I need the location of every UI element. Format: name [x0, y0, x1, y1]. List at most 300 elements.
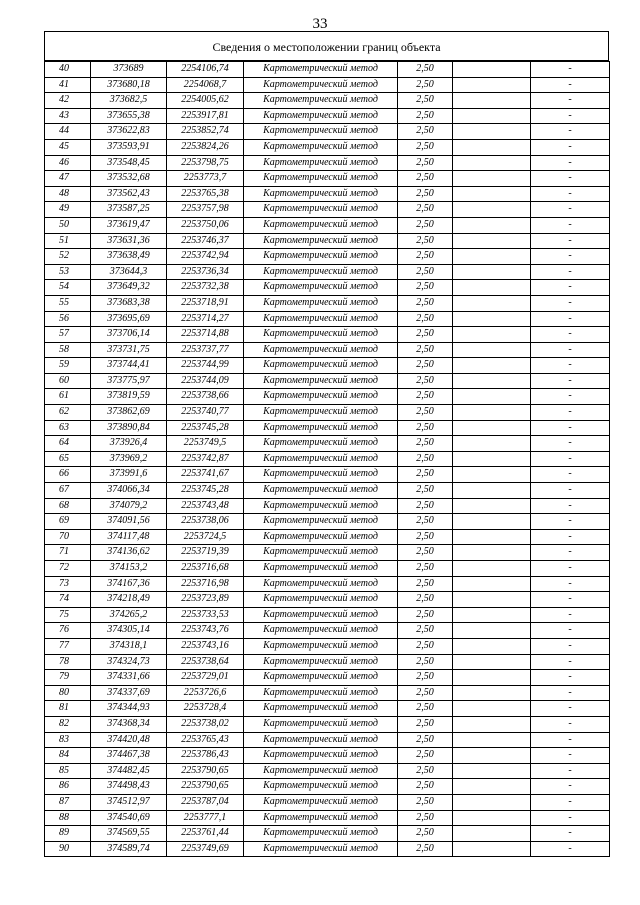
cell-accuracy: 2,50: [398, 529, 453, 545]
cell-description: [453, 155, 531, 171]
table-row: [45, 233, 610, 249]
cell-coord-y: 2253749,69: [167, 841, 244, 857]
cell-method: Картометрический метод: [244, 311, 398, 327]
cell-point-number: 42: [45, 93, 91, 109]
table-row: [45, 654, 610, 670]
cell-point-number: 49: [45, 202, 91, 218]
cell-accuracy: 2,50: [398, 420, 453, 436]
table-row: [45, 794, 610, 810]
cell-note: -: [531, 826, 610, 842]
cell-point-number: 50: [45, 217, 91, 233]
cell-method: Картометрический метод: [244, 701, 398, 717]
cell-coord-y: 2253732,38: [167, 280, 244, 296]
cell-point-number: 63: [45, 420, 91, 436]
cell-coord-y: 2253718,91: [167, 295, 244, 311]
cell-description: [453, 498, 531, 514]
table-row: [45, 561, 610, 577]
cell-note: -: [531, 233, 610, 249]
cell-description: [453, 358, 531, 374]
cell-point-number: 43: [45, 108, 91, 124]
cell-accuracy: 2,50: [398, 701, 453, 717]
cell-coord-x: 373731,75: [91, 342, 167, 358]
cell-method: Картометрический метод: [244, 685, 398, 701]
cell-description: [453, 264, 531, 280]
cell-method: Картометрический метод: [244, 654, 398, 670]
cell-description: [453, 327, 531, 343]
cell-coord-x: 374420,48: [91, 732, 167, 748]
cell-description: [453, 654, 531, 670]
cell-coord-y: 2253726,6: [167, 685, 244, 701]
cell-point-number: 69: [45, 514, 91, 530]
table-row: [45, 202, 610, 218]
table-row: [45, 841, 610, 857]
cell-coord-x: 373819,59: [91, 389, 167, 405]
cell-method: Картометрический метод: [244, 62, 398, 78]
cell-point-number: 70: [45, 529, 91, 545]
cell-point-number: 86: [45, 779, 91, 795]
table-row: [45, 685, 610, 701]
cell-coord-y: 2253714,88: [167, 327, 244, 343]
table-row: [45, 638, 610, 654]
cell-accuracy: 2,50: [398, 62, 453, 78]
cell-method: Картометрический метод: [244, 389, 398, 405]
table-row: [45, 342, 610, 358]
cell-accuracy: 2,50: [398, 576, 453, 592]
table-row: [45, 389, 610, 405]
cell-coord-x: 373562,43: [91, 186, 167, 202]
cell-description: [453, 763, 531, 779]
cell-method: Картометрический метод: [244, 810, 398, 826]
table-row: [45, 732, 610, 748]
cell-point-number: 76: [45, 623, 91, 639]
cell-description: [453, 670, 531, 686]
cell-coord-x: 374305,14: [91, 623, 167, 639]
cell-coord-y: 2253786,43: [167, 748, 244, 764]
cell-accuracy: 2,50: [398, 327, 453, 343]
cell-note: -: [531, 249, 610, 265]
cell-coord-y: 2253733,53: [167, 607, 244, 623]
cell-coord-y: 2253750,06: [167, 217, 244, 233]
cell-accuracy: 2,50: [398, 77, 453, 93]
cell-coord-y: 2253728,4: [167, 701, 244, 717]
cell-coord-x: 373655,38: [91, 108, 167, 124]
cell-note: -: [531, 794, 610, 810]
cell-coord-y: 2253714,27: [167, 311, 244, 327]
cell-coord-x: 374066,34: [91, 483, 167, 499]
table-row: [45, 810, 610, 826]
cell-description: [453, 592, 531, 608]
table-row: [45, 171, 610, 187]
table-row: [45, 670, 610, 686]
cell-accuracy: 2,50: [398, 654, 453, 670]
cell-point-number: 46: [45, 155, 91, 171]
table-row: [45, 93, 610, 109]
cell-coord-x: 374324,73: [91, 654, 167, 670]
cell-coord-y: 2253738,66: [167, 389, 244, 405]
cell-description: [453, 748, 531, 764]
cell-point-number: 40: [45, 62, 91, 78]
cell-point-number: 57: [45, 327, 91, 343]
cell-description: [453, 545, 531, 561]
cell-description: [453, 701, 531, 717]
cell-note: -: [531, 358, 610, 374]
cell-coord-x: 373682,5: [91, 93, 167, 109]
cell-description: [453, 420, 531, 436]
cell-description: [453, 295, 531, 311]
cell-method: Картометрический метод: [244, 249, 398, 265]
cell-description: [453, 249, 531, 265]
cell-accuracy: 2,50: [398, 638, 453, 654]
cell-method: Картометрический метод: [244, 327, 398, 343]
cell-method: Картометрический метод: [244, 233, 398, 249]
cell-coord-y: 2253773,7: [167, 171, 244, 187]
cell-coord-y: 2253716,98: [167, 576, 244, 592]
cell-accuracy: 2,50: [398, 342, 453, 358]
cell-accuracy: 2,50: [398, 186, 453, 202]
cell-point-number: 67: [45, 483, 91, 499]
cell-coord-x: 374136,62: [91, 545, 167, 561]
cell-coord-x: 374512,97: [91, 794, 167, 810]
table-row: [45, 280, 610, 296]
cell-method: Картометрический метод: [244, 451, 398, 467]
cell-accuracy: 2,50: [398, 373, 453, 389]
cell-coord-x: 374540,69: [91, 810, 167, 826]
cell-note: -: [531, 810, 610, 826]
cell-point-number: 82: [45, 716, 91, 732]
cell-note: -: [531, 732, 610, 748]
cell-point-number: 65: [45, 451, 91, 467]
cell-description: [453, 483, 531, 499]
cell-note: -: [531, 155, 610, 171]
cell-note: -: [531, 139, 610, 155]
cell-coord-y: 2253765,38: [167, 186, 244, 202]
cell-coord-y: 2253790,65: [167, 779, 244, 795]
cell-note: -: [531, 763, 610, 779]
table-header-title: Сведения о местоположении границ объекта: [44, 31, 609, 61]
table-row: [45, 529, 610, 545]
cell-accuracy: 2,50: [398, 155, 453, 171]
cell-description: [453, 405, 531, 421]
cell-point-number: 41: [45, 77, 91, 93]
cell-note: -: [531, 124, 610, 140]
cell-description: [453, 451, 531, 467]
cell-description: [453, 826, 531, 842]
table-row: [45, 155, 610, 171]
cell-coord-x: 374467,38: [91, 748, 167, 764]
table-row: [45, 451, 610, 467]
cell-coord-x: 373532,68: [91, 171, 167, 187]
cell-method: Картометрический метод: [244, 576, 398, 592]
table-row: [45, 514, 610, 530]
table-row: [45, 124, 610, 140]
cell-coord-y: 2253777,1: [167, 810, 244, 826]
cell-coord-x: 373619,47: [91, 217, 167, 233]
cell-coord-y: 2253765,43: [167, 732, 244, 748]
cell-method: Картометрический метод: [244, 436, 398, 452]
cell-note: -: [531, 389, 610, 405]
cell-method: Картометрический метод: [244, 77, 398, 93]
cell-method: Картометрический метод: [244, 498, 398, 514]
cell-description: [453, 810, 531, 826]
cell-coord-y: 2253740,77: [167, 405, 244, 421]
cell-point-number: 73: [45, 576, 91, 592]
table-row: [45, 498, 610, 514]
cell-method: Картометрический метод: [244, 202, 398, 218]
cell-coord-y: 2253787,04: [167, 794, 244, 810]
cell-note: -: [531, 483, 610, 499]
cell-method: Картометрический метод: [244, 405, 398, 421]
cell-method: Картометрический метод: [244, 514, 398, 530]
cell-point-number: 74: [45, 592, 91, 608]
cell-accuracy: 2,50: [398, 826, 453, 842]
cell-coord-x: 373744,41: [91, 358, 167, 374]
cell-accuracy: 2,50: [398, 763, 453, 779]
cell-accuracy: 2,50: [398, 623, 453, 639]
table-row: [45, 77, 610, 93]
cell-point-number: 56: [45, 311, 91, 327]
cell-description: [453, 280, 531, 296]
cell-method: Картометрический метод: [244, 295, 398, 311]
cell-accuracy: 2,50: [398, 217, 453, 233]
cell-note: -: [531, 202, 610, 218]
cell-coord-y: 2253724,5: [167, 529, 244, 545]
cell-note: -: [531, 405, 610, 421]
cell-method: Картометрический метод: [244, 638, 398, 654]
cell-accuracy: 2,50: [398, 311, 453, 327]
cell-note: -: [531, 295, 610, 311]
cell-description: [453, 93, 531, 109]
cell-coord-x: 373775,97: [91, 373, 167, 389]
cell-coord-y: 2253742,87: [167, 451, 244, 467]
cell-description: [453, 794, 531, 810]
cell-description: [453, 623, 531, 639]
cell-description: [453, 607, 531, 623]
cell-point-number: 90: [45, 841, 91, 857]
cell-note: -: [531, 186, 610, 202]
cell-method: Картометрический метод: [244, 794, 398, 810]
cell-coord-x: 374337,69: [91, 685, 167, 701]
table-row: [45, 420, 610, 436]
cell-description: [453, 139, 531, 155]
cell-coord-x: 374167,36: [91, 576, 167, 592]
cell-coord-y: 2253723,89: [167, 592, 244, 608]
cell-method: Картометрический метод: [244, 670, 398, 686]
cell-point-number: 58: [45, 342, 91, 358]
cell-method: Картометрический метод: [244, 124, 398, 140]
cell-method: Картометрический метод: [244, 732, 398, 748]
cell-note: -: [531, 420, 610, 436]
table-row: [45, 483, 610, 499]
cell-coord-y: 2253719,39: [167, 545, 244, 561]
cell-note: -: [531, 592, 610, 608]
cell-note: -: [531, 561, 610, 577]
cell-coord-x: 374498,43: [91, 779, 167, 795]
cell-description: [453, 217, 531, 233]
cell-method: Картометрический метод: [244, 592, 398, 608]
cell-description: [453, 389, 531, 405]
cell-coord-y: 2253741,67: [167, 467, 244, 483]
cell-note: -: [531, 93, 610, 109]
cell-note: -: [531, 108, 610, 124]
cell-point-number: 68: [45, 498, 91, 514]
cell-accuracy: 2,50: [398, 841, 453, 857]
table-row: [45, 249, 610, 265]
cell-coord-y: 2253736,34: [167, 264, 244, 280]
cell-method: Картометрический метод: [244, 108, 398, 124]
cell-note: -: [531, 685, 610, 701]
cell-accuracy: 2,50: [398, 405, 453, 421]
table-row: [45, 327, 610, 343]
table-row: [45, 779, 610, 795]
cell-point-number: 47: [45, 171, 91, 187]
cell-note: -: [531, 311, 610, 327]
cell-description: [453, 685, 531, 701]
cell-method: Картометрический метод: [244, 342, 398, 358]
cell-accuracy: 2,50: [398, 280, 453, 296]
cell-point-number: 89: [45, 826, 91, 842]
cell-method: Картометрический метод: [244, 529, 398, 545]
cell-method: Картометрический метод: [244, 373, 398, 389]
table-row: [45, 405, 610, 421]
cell-point-number: 72: [45, 561, 91, 577]
cell-note: -: [531, 373, 610, 389]
cell-point-number: 55: [45, 295, 91, 311]
cell-coord-y: 2253798,75: [167, 155, 244, 171]
table-row: [45, 436, 610, 452]
cell-coord-y: 2253746,37: [167, 233, 244, 249]
cell-coord-y: 2253745,28: [167, 483, 244, 499]
cell-accuracy: 2,50: [398, 483, 453, 499]
cell-coord-x: 373969,2: [91, 451, 167, 467]
table-row: [45, 701, 610, 717]
cell-method: Картометрический метод: [244, 420, 398, 436]
cell-point-number: 52: [45, 249, 91, 265]
cell-note: -: [531, 841, 610, 857]
cell-note: -: [531, 748, 610, 764]
cell-description: [453, 233, 531, 249]
cell-method: Картометрический метод: [244, 358, 398, 374]
cell-description: [453, 373, 531, 389]
table-row: [45, 763, 610, 779]
cell-note: -: [531, 701, 610, 717]
cell-point-number: 77: [45, 638, 91, 654]
cell-coord-x: 373587,25: [91, 202, 167, 218]
cell-note: -: [531, 467, 610, 483]
cell-coord-y: 2253824,26: [167, 139, 244, 155]
cell-note: -: [531, 342, 610, 358]
cell-method: Картометрический метод: [244, 779, 398, 795]
cell-coord-x: 373862,69: [91, 405, 167, 421]
cell-coord-y: 2253757,98: [167, 202, 244, 218]
cell-description: [453, 171, 531, 187]
cell-coord-y: 2253744,09: [167, 373, 244, 389]
cell-description: [453, 436, 531, 452]
table-row: [45, 748, 610, 764]
cell-method: Картометрический метод: [244, 561, 398, 577]
cell-accuracy: 2,50: [398, 810, 453, 826]
cell-method: Картометрический метод: [244, 93, 398, 109]
cell-coord-x: 373926,4: [91, 436, 167, 452]
cell-point-number: 80: [45, 685, 91, 701]
cell-method: Картометрический метод: [244, 841, 398, 857]
cell-coord-x: 374218,49: [91, 592, 167, 608]
cell-accuracy: 2,50: [398, 93, 453, 109]
cell-description: [453, 108, 531, 124]
cell-coord-y: 2253744,99: [167, 358, 244, 374]
cell-coord-x: 373548,45: [91, 155, 167, 171]
cell-coord-y: 2253761,44: [167, 826, 244, 842]
table-row: [45, 139, 610, 155]
cell-coord-y: 2253738,64: [167, 654, 244, 670]
cell-description: [453, 576, 531, 592]
cell-note: -: [531, 623, 610, 639]
cell-method: Картометрический метод: [244, 748, 398, 764]
cell-coord-x: 374153,2: [91, 561, 167, 577]
table-row: [45, 623, 610, 639]
cell-description: [453, 467, 531, 483]
cell-accuracy: 2,50: [398, 295, 453, 311]
cell-note: -: [531, 779, 610, 795]
cell-accuracy: 2,50: [398, 732, 453, 748]
cell-method: Картометрический метод: [244, 280, 398, 296]
cell-accuracy: 2,50: [398, 779, 453, 795]
cell-accuracy: 2,50: [398, 498, 453, 514]
cell-method: Картометрический метод: [244, 171, 398, 187]
cell-accuracy: 2,50: [398, 249, 453, 265]
cell-coord-x: 374569,55: [91, 826, 167, 842]
cell-description: [453, 186, 531, 202]
cell-accuracy: 2,50: [398, 670, 453, 686]
cell-accuracy: 2,50: [398, 451, 453, 467]
cell-note: -: [531, 327, 610, 343]
cell-accuracy: 2,50: [398, 685, 453, 701]
cell-accuracy: 2,50: [398, 233, 453, 249]
cell-point-number: 79: [45, 670, 91, 686]
cell-note: -: [531, 654, 610, 670]
table-row: [45, 576, 610, 592]
cell-coord-x: 374091,56: [91, 514, 167, 530]
cell-point-number: 85: [45, 763, 91, 779]
cell-coord-x: 373991,6: [91, 467, 167, 483]
cell-point-number: 75: [45, 607, 91, 623]
cell-point-number: 53: [45, 264, 91, 280]
cell-accuracy: 2,50: [398, 389, 453, 405]
cell-note: -: [531, 545, 610, 561]
table-row: [45, 716, 610, 732]
cell-point-number: 44: [45, 124, 91, 140]
table-row: [45, 358, 610, 374]
cell-accuracy: 2,50: [398, 358, 453, 374]
cell-note: -: [531, 436, 610, 452]
cell-accuracy: 2,50: [398, 264, 453, 280]
cell-point-number: 45: [45, 139, 91, 155]
cell-coord-y: 2253716,68: [167, 561, 244, 577]
cell-coord-y: 2253745,28: [167, 420, 244, 436]
cell-point-number: 88: [45, 810, 91, 826]
cell-coord-x: 373890,84: [91, 420, 167, 436]
table-row: [45, 826, 610, 842]
cell-note: -: [531, 529, 610, 545]
cell-method: Картометрический метод: [244, 139, 398, 155]
cell-point-number: 48: [45, 186, 91, 202]
cell-accuracy: 2,50: [398, 139, 453, 155]
cell-description: [453, 561, 531, 577]
cell-accuracy: 2,50: [398, 716, 453, 732]
cell-description: [453, 62, 531, 78]
cell-note: -: [531, 498, 610, 514]
table-row: [45, 545, 610, 561]
cell-accuracy: 2,50: [398, 607, 453, 623]
